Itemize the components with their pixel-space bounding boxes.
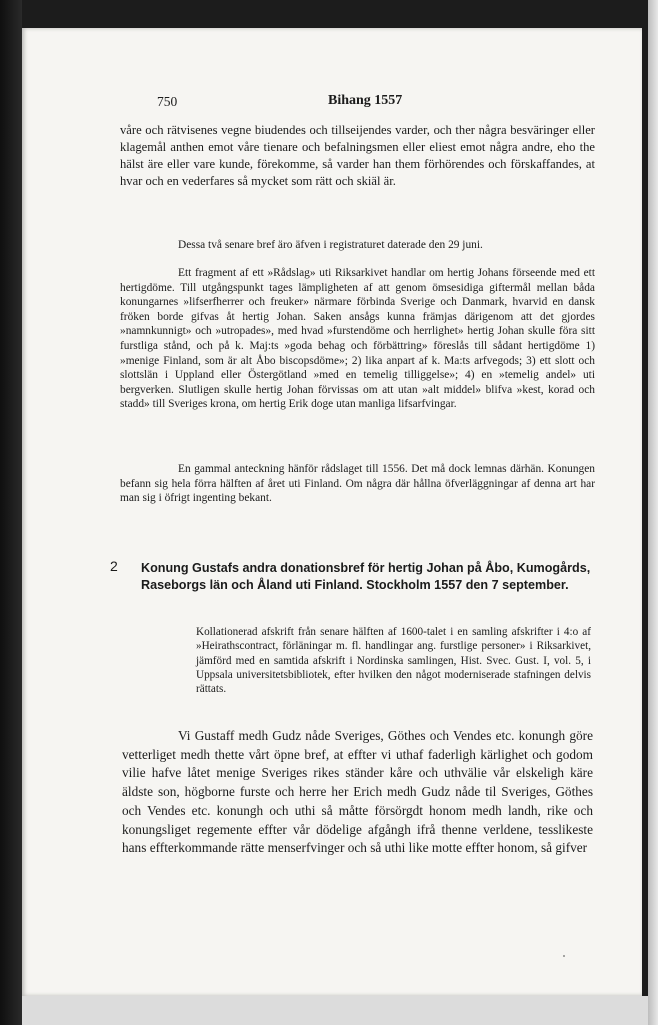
book-spine-shadow xyxy=(0,0,22,1025)
paper-speck xyxy=(563,955,565,957)
note-paragraph: Dessa två senare bref äro äfven i registraturet daterade den 29 juni. xyxy=(178,239,483,251)
continuation-paragraph: våre och rätvisenes vegne biudendes och tillseijendes varder, och ther några besväringer eller klagemål anthen emot våre tienare och befalningsmen eller eliest emot några andre, eho the hälst äre eller vare kunde, förekomme, så varder han them förhörendes och förskaffandes, at hvar och en vederfares så mycket som rätt och skiäl är. xyxy=(120,123,595,188)
page-edge xyxy=(648,0,658,1025)
document-title: Konung Gustafs andra donationsbref för hertig Johan på Åbo, Kumogårds, Raseborgs län och Åland uti Finland. Stockholm 1557 den 7 september. xyxy=(141,561,591,592)
running-title: Bihang 1557 xyxy=(328,93,403,108)
scanner-bed-strip xyxy=(22,996,658,1025)
document-number: 2 xyxy=(110,558,118,574)
gammal-paragraph: En gammal anteckning hänför rådslaget till 1556. Det må dock lemnas därhän. Konungen befann sig hela förra hälften af året uti Finland. Om några där hållna öfverläggningar af denna art har man sig i öfrigt ingenting bekant. xyxy=(120,463,595,505)
fragment-paragraph: Ett fragment af ett »Rådslag» uti Riksarkivet handlar om hertig Johans förseende med ett hertigdöme. Till utgångspunkt tages lämpligheten af att genom ömsesidiga giftermål mellan båda konungarnes »lifserfherrer och freuker» närmare förbinda Sverige och Danmark, hvarvid en dansk fröken borde gifvas åt hertig Johan. Saken ansågs kunna främjas därigenom att det gjordes »namnkunnigt» och »utropades», med hvad »furstendöme och herrlighet» hertig Johan skulle föra sitt furstliga stånd, och på k. Maj:ts »goda behag och förbättring» föreslås till sådant hertigdöme 1) »menige Finland, som är alt Åbo biscopsdöme»; 2) lika anpart af k. Ma:ts arfvegods; 3) ett slott och slottslän i Uppland eller Östergötland »med en temelig tilliggelse»; 4) en »temelig andel» uti bergverken. Slutligen skulle hertig Johan förvissas om att utan »alt middel» blifva »kest, korad och stadd» till Sveriges krona, om hertig Erik doge utan manliga lifsarfvingar. xyxy=(120,267,595,411)
page-header xyxy=(157,94,602,112)
source-note: Kollationerad afskrift från senare hälften af 1600-talet i en samling afskrifter i 4:o af »Heirathscontract, förläningar m. fl. handlingar ang. furstlige personer» i Riksarkivet, jämförd med en samtida afskrift i Nordinska samlingen, Hist. Svec. Gust. I, vol. 5, i Uppsala universitetsbibliotek, efter hvilken den något moderniserade stafningen delvis rättats. xyxy=(196,626,591,696)
page-number: 750 xyxy=(157,94,178,109)
document-body: Vi Gustaff medh Gudz nåde Sveriges, Göthes och Vendes etc. konungh göre vetterliget medh thette vårt öpne bref, at effter vi uthaf faderligh kärlighet och godom vilie hafve låtet menige Sveriges rikes ständer kåre och uthvälie vår elskeligh käre äldste son, högborne furste och herre her Erich medh Gudz nåde til Sveriges, Göthes och Vendes etc. konungh och uthi så måtte försörgdt honom medh landh, rike och konungsliget regemente effter vår dödelige afgångh ifrå thenne verldene, tesslikeste hans effterkommande rätte menserfvinger och så uthi like motte effter honom, så gifver xyxy=(122,728,593,856)
